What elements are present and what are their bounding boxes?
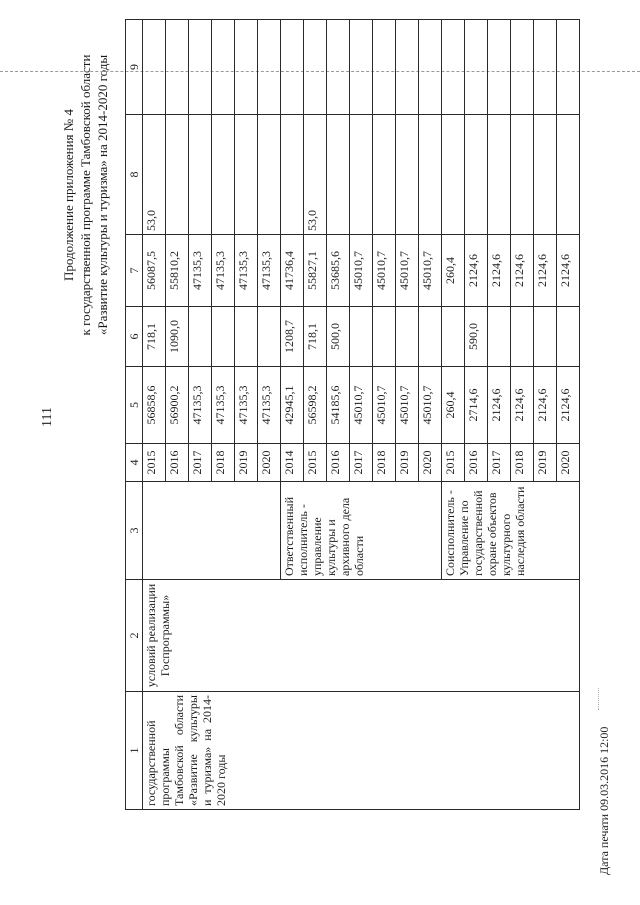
- local-cell: [189, 115, 212, 235]
- regional-cell: 2124,6: [511, 235, 534, 307]
- other-cell: [212, 20, 235, 115]
- other-cell: [557, 20, 580, 115]
- header-line: к государственной программе Тамбовской области: [78, 54, 93, 336]
- column-header: 5: [126, 367, 143, 444]
- page-number: 111: [40, 407, 55, 427]
- year-cell: 2018: [511, 444, 534, 482]
- other-cell: [143, 20, 166, 115]
- year-cell: 2015: [304, 444, 327, 482]
- federal-cell: [212, 307, 235, 367]
- other-cell: [281, 20, 304, 115]
- other-cell: [373, 20, 396, 115]
- federal-cell: [442, 307, 465, 367]
- total-cell: 2124,6: [511, 367, 534, 444]
- total-cell: 56900,2: [166, 367, 189, 444]
- federal-cell: 590,0: [465, 307, 488, 367]
- regional-cell: 2124,6: [534, 235, 557, 307]
- column-header: 7: [126, 235, 143, 307]
- federal-cell: [488, 307, 511, 367]
- federal-cell: [350, 307, 373, 367]
- total-cell: 2124,6: [557, 367, 580, 444]
- other-cell: [304, 20, 327, 115]
- year-cell: 2018: [212, 444, 235, 482]
- local-cell: 53,0: [304, 115, 327, 235]
- year-cell: 2017: [350, 444, 373, 482]
- regional-cell: 47135,3: [258, 235, 281, 307]
- budget-table: [125, 19, 580, 810]
- federal-cell: [557, 307, 580, 367]
- column-header: 2: [126, 580, 143, 692]
- federal-cell: [396, 307, 419, 367]
- total-cell: 45010,7: [350, 367, 373, 444]
- local-cell: [557, 115, 580, 235]
- federal-cell: [189, 307, 212, 367]
- year-cell: 2019: [396, 444, 419, 482]
- regional-cell: 45010,7: [373, 235, 396, 307]
- year-cell: 2015: [143, 444, 166, 482]
- federal-cell: 718,1: [143, 307, 166, 367]
- local-cell: [511, 115, 534, 235]
- federal-cell: 718,1: [304, 307, 327, 367]
- local-cell: [166, 115, 189, 235]
- program-name-cell: государственной программы Тамбовской области «Развитие культуры и туризма» на 2014-2020 годы: [143, 692, 580, 810]
- column-header: 3: [126, 482, 143, 580]
- column-header: 8: [126, 115, 143, 235]
- column-number-row: [126, 20, 143, 810]
- total-cell: 56858,6: [143, 367, 166, 444]
- other-cell: [534, 20, 557, 115]
- local-cell: [350, 115, 373, 235]
- regional-cell: 47135,3: [212, 235, 235, 307]
- regional-cell: 47135,3: [235, 235, 258, 307]
- year-cell: 2014: [281, 444, 304, 482]
- total-cell: 47135,3: [235, 367, 258, 444]
- total-cell: 2714,6: [465, 367, 488, 444]
- margin-line: [598, 688, 599, 710]
- executor-cell: Ответственный исполнитель - управление культуры и архивного дела области: [281, 482, 442, 580]
- total-cell: 47135,3: [258, 367, 281, 444]
- other-cell: [166, 20, 189, 115]
- regional-cell: 47135,3: [189, 235, 212, 307]
- header-line: Продолжение приложения № 4: [61, 109, 76, 281]
- local-cell: [396, 115, 419, 235]
- header-line: «Развитие культуры и туризма» на 2014-2020 годы: [95, 54, 110, 336]
- other-cell: [235, 20, 258, 115]
- local-cell: [327, 115, 350, 235]
- local-cell: [235, 115, 258, 235]
- local-cell: [212, 115, 235, 235]
- column-header: 9: [126, 20, 143, 115]
- federal-cell: [511, 307, 534, 367]
- federal-cell: [419, 307, 442, 367]
- regional-cell: 41736,4: [281, 235, 304, 307]
- local-cell: 53,0: [143, 115, 166, 235]
- total-cell: 47135,3: [189, 367, 212, 444]
- total-cell: 45010,7: [396, 367, 419, 444]
- other-cell: [488, 20, 511, 115]
- other-cell: [258, 20, 281, 115]
- regional-cell: 53685,6: [327, 235, 350, 307]
- federal-cell: 500,0: [327, 307, 350, 367]
- other-cell: [350, 20, 373, 115]
- local-cell: [258, 115, 281, 235]
- regional-cell: 55810,2: [166, 235, 189, 307]
- local-cell: [373, 115, 396, 235]
- federal-cell: 1208,7: [281, 307, 304, 367]
- other-cell: [419, 20, 442, 115]
- regional-cell: 56087,5: [143, 235, 166, 307]
- regional-cell: 45010,7: [419, 235, 442, 307]
- other-cell: [465, 20, 488, 115]
- regional-cell: 45010,7: [350, 235, 373, 307]
- local-cell: [534, 115, 557, 235]
- local-cell: [442, 115, 465, 235]
- regional-cell: 55827,1: [304, 235, 327, 307]
- other-cell: [396, 20, 419, 115]
- local-cell: [419, 115, 442, 235]
- regional-cell: 2124,6: [488, 235, 511, 307]
- year-cell: 2015: [442, 444, 465, 482]
- total-cell: 42945,1: [281, 367, 304, 444]
- total-cell: 2124,6: [534, 367, 557, 444]
- other-cell: [327, 20, 350, 115]
- year-cell: 2019: [534, 444, 557, 482]
- local-cell: [465, 115, 488, 235]
- regional-cell: 2124,6: [557, 235, 580, 307]
- other-cell: [511, 20, 534, 115]
- year-cell: 2016: [327, 444, 350, 482]
- other-cell: [442, 20, 465, 115]
- total-cell: 260,4: [442, 367, 465, 444]
- year-cell: 2017: [189, 444, 212, 482]
- federal-cell: [534, 307, 557, 367]
- year-cell: 2016: [166, 444, 189, 482]
- executor-cell: Соисполнитель - Управление по государственной охране объектов культурного наследия области: [442, 482, 580, 580]
- regional-cell: 45010,7: [396, 235, 419, 307]
- year-cell: 2017: [488, 444, 511, 482]
- federal-cell: [235, 307, 258, 367]
- federal-cell: [373, 307, 396, 367]
- total-cell: 2124,6: [488, 367, 511, 444]
- total-cell: 56598,2: [304, 367, 327, 444]
- year-cell: 2020: [419, 444, 442, 482]
- year-cell: 2016: [465, 444, 488, 482]
- column-header: 6: [126, 307, 143, 367]
- table-row: [143, 20, 166, 810]
- total-cell: 54185,6: [327, 367, 350, 444]
- local-cell: [488, 115, 511, 235]
- regional-cell: 260,4: [442, 235, 465, 307]
- appendix-header: [60, 25, 111, 365]
- federal-cell: [258, 307, 281, 367]
- other-cell: [189, 20, 212, 115]
- total-cell: 47135,3: [212, 367, 235, 444]
- regional-cell: 2124,6: [465, 235, 488, 307]
- print-date: Дата печати 09.03.2016 12:00: [597, 726, 611, 875]
- total-cell: 45010,7: [419, 367, 442, 444]
- year-cell: 2018: [373, 444, 396, 482]
- total-cell: 45010,7: [373, 367, 396, 444]
- column-header: 4: [126, 444, 143, 482]
- year-cell: 2020: [258, 444, 281, 482]
- column-header: 1: [126, 692, 143, 810]
- federal-cell: 1090,0: [166, 307, 189, 367]
- event-name-cell: условий реализации Госпрограммы»: [143, 580, 580, 692]
- year-cell: 2020: [557, 444, 580, 482]
- executor-cell: [143, 482, 281, 580]
- year-cell: 2019: [235, 444, 258, 482]
- local-cell: [281, 115, 304, 235]
